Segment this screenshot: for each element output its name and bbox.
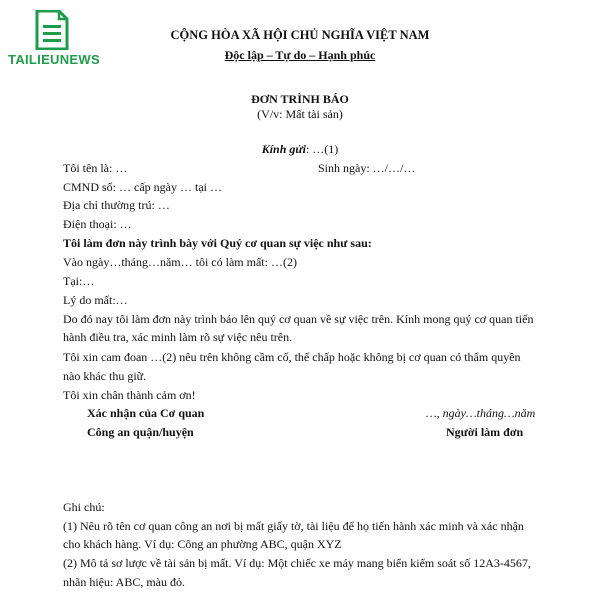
field-dob: Sinh ngày: …/…/… xyxy=(318,161,416,175)
date-line: …, ngày…tháng…năm xyxy=(426,406,536,420)
paragraph-pledge-line1: Tôi xin cam đoan …(2) nêu trên không cầm cố, thế chấp hoặc không bị cơ quan có thẩm quyền xyxy=(63,350,521,364)
document-subtitle: (V/v: Mất tài sản) xyxy=(257,107,343,121)
field-reason: Lý do mất:… xyxy=(63,293,128,307)
paragraph-request-line1: Do đó nay tôi làm đơn này trình báo lên quý cơ quan về sự việc trên. Kính mong quý cơ quan tiến xyxy=(63,312,534,326)
field-phone: Điện thoại: … xyxy=(63,217,132,231)
field-name: Tôi tên là: … xyxy=(63,161,128,175)
field-id-card: CMND số: … cấp ngày … tại … xyxy=(63,180,222,194)
national-title: CỘNG HÒA XÃ HỘI CHỦ NGHĨA VIỆT NAM xyxy=(170,28,430,42)
statement-intro: Tôi làm đơn này trình bày với Quý cơ quan sự việc như sau: xyxy=(63,236,372,250)
national-motto: Độc lập – Tự do – Hạnh phúc xyxy=(224,48,376,62)
note-1-line2: cho khách hàng. Ví dụ: Công an phường ABC, quận XYZ xyxy=(63,537,342,551)
thanks-line: Tôi xin chân thành cảm ơn! xyxy=(63,388,196,402)
document-title: ĐƠN TRÌNH BÁO xyxy=(251,92,349,106)
field-where: Tại:… xyxy=(63,274,95,288)
confirm-title: Xác nhận của Cơ quan xyxy=(87,406,205,420)
note-1-line1: (1) Nêu rõ tên cơ quan công an nơi bị mất giấy tờ, tài liệu để họ tiến hành xác minh và xác nhận xyxy=(63,519,524,533)
note-2-line1: (2) Mô tả sơ lược về tài sản bị mất. Ví dụ: Một chiếc xe máy mang biển kiểm soát số 12A3-4567, xyxy=(63,556,531,570)
confirm-subtitle: Công an quận/huyện xyxy=(87,425,194,439)
paragraph-pledge-line2: nào khác thu giữ. xyxy=(63,369,147,383)
notes-heading: Ghi chú: xyxy=(63,500,105,514)
field-address: Địa chỉ thường trú: … xyxy=(63,198,170,212)
field-when: Vào ngày…tháng…năm… tôi có làm mất: …(2) xyxy=(63,255,297,269)
paragraph-request-line2: hành điều tra, xác minh làm rõ sự việc nêu trên. xyxy=(63,330,293,344)
recipient-line xyxy=(0,142,600,156)
recipient-value: : …(1) xyxy=(305,142,339,156)
brand-name: TAILIEUNEWS xyxy=(8,52,100,67)
signer-label: Người làm đơn xyxy=(446,425,524,439)
recipient-label: Kính gửi xyxy=(261,142,306,156)
note-2-line2: nhãn hiệu: ABC, màu đỏ. xyxy=(63,575,185,589)
